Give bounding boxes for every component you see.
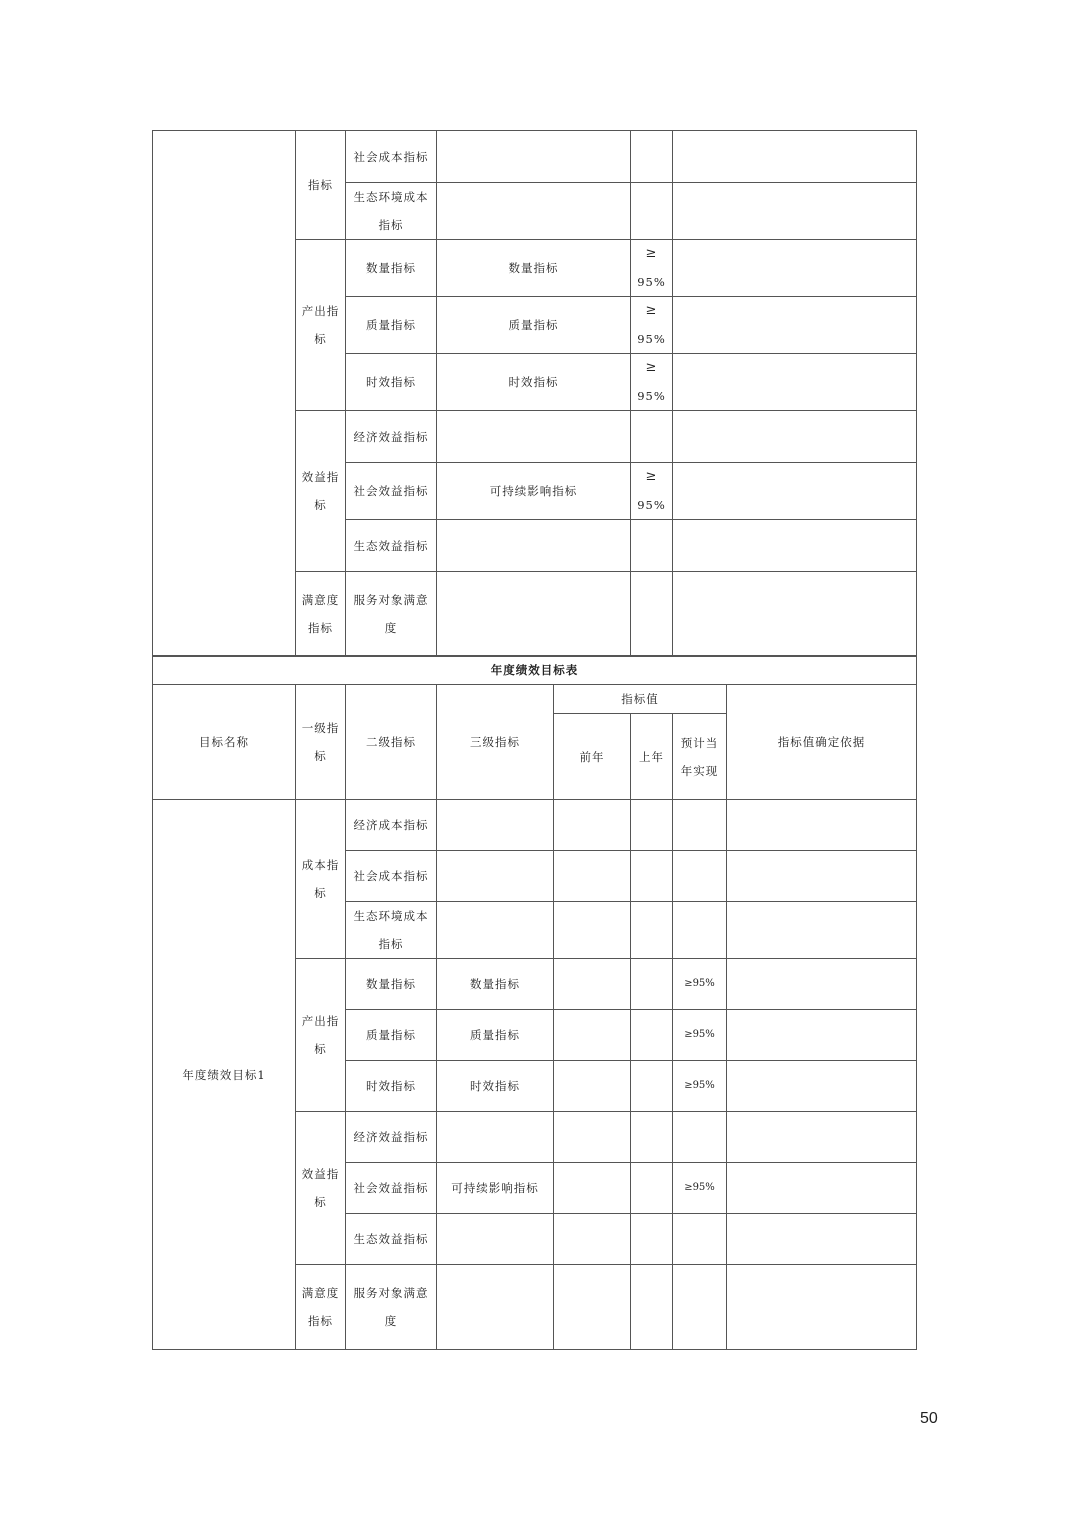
ge-symbol: ≥ [645, 303, 658, 318]
value-cell [631, 240, 673, 297]
level3-cell [437, 851, 554, 902]
annual-performance-table [152, 655, 917, 1350]
last-year-cell [631, 1112, 673, 1163]
expected-cell [673, 1265, 727, 1350]
basis-cell [673, 183, 917, 240]
prev-year-cell [554, 851, 631, 902]
level3-cell [437, 1214, 554, 1265]
last-year-cell [631, 959, 673, 1010]
expected-cell: ≥95% [673, 959, 727, 1010]
value-cell [631, 572, 673, 657]
ge-symbol: ≥ [645, 469, 658, 484]
prev-year-cell [554, 1214, 631, 1265]
basis-cell [727, 851, 917, 902]
page-number: 50 [920, 1410, 938, 1427]
basis-cell [727, 1061, 917, 1112]
level3-cell: 可持续影响指标 [437, 463, 631, 520]
goal-name-cell: 年度绩效目标1 [153, 800, 296, 1350]
pct-text: 95% [637, 332, 666, 346]
level2-cell: 经济效益指标 [346, 411, 437, 463]
header-indicator-value: 指标值 [554, 685, 727, 714]
level3-cell [437, 800, 554, 851]
level1-satisfaction-cell: 满意度指标 [296, 572, 346, 657]
expected-cell: ≥95% [673, 1061, 727, 1112]
level2-cell: 数量指标 [346, 240, 437, 297]
ge-symbol: ≥ [645, 360, 658, 375]
basis-cell [727, 1163, 917, 1214]
level1-output-cell: 产出指标 [296, 240, 346, 411]
ge-symbol: ≥ [645, 246, 658, 261]
level3-cell [437, 411, 631, 463]
last-year-cell [631, 851, 673, 902]
prev-year-cell [554, 1061, 631, 1112]
header-level1: 一级指标 [296, 685, 346, 800]
pct-text: 95% [637, 389, 666, 403]
level3-cell: 质量指标 [437, 1010, 554, 1061]
level3-cell: 数量指标 [437, 959, 554, 1010]
level3-cell: 可持续影响指标 [437, 1163, 554, 1214]
header-level3: 三级指标 [437, 685, 554, 800]
level1-cost-cell: 指标 [296, 131, 346, 240]
level2-cell: 生态效益指标 [346, 1214, 437, 1265]
level2-cell: 服务对象满意度 [346, 572, 437, 657]
basis-cell [673, 131, 917, 183]
value-cell [631, 411, 673, 463]
value-cell [631, 354, 673, 411]
level1-satisfaction-cell: 满意度指标 [296, 1265, 346, 1350]
header-prev-year: 前年 [554, 714, 631, 800]
header-level2: 二级指标 [346, 685, 437, 800]
basis-cell [727, 1214, 917, 1265]
level2-cell: 数量指标 [346, 959, 437, 1010]
level3-cell [437, 902, 554, 959]
level2-cell: 质量指标 [346, 1010, 437, 1061]
value-cell [631, 297, 673, 354]
header-last-year: 上年 [631, 714, 673, 800]
level1-output-cell: 产出指标 [296, 959, 346, 1112]
value-cell [631, 463, 673, 520]
level3-cell: 时效指标 [437, 1061, 554, 1112]
level1-benefit-cell: 效益指标 [296, 1112, 346, 1265]
basis-cell [673, 297, 917, 354]
basis-cell [673, 520, 917, 572]
basis-cell [673, 411, 917, 463]
last-year-cell [631, 1214, 673, 1265]
level1-cost-cell: 成本指标 [296, 800, 346, 959]
basis-cell [727, 1265, 917, 1350]
basis-cell [673, 463, 917, 520]
expected-cell [673, 1112, 727, 1163]
level3-cell [437, 520, 631, 572]
level2-cell: 社会效益指标 [346, 1163, 437, 1214]
level3-cell [437, 1112, 554, 1163]
level2-cell: 服务对象满意度 [346, 1265, 437, 1350]
level3-cell [437, 1265, 554, 1350]
level2-cell: 社会成本指标 [346, 851, 437, 902]
prev-year-cell [554, 1010, 631, 1061]
header-expected: 预计当年实现 [673, 714, 727, 800]
expected-cell [673, 851, 727, 902]
level2-cell: 经济效益指标 [346, 1112, 437, 1163]
level3-cell [437, 131, 631, 183]
basis-cell [673, 572, 917, 657]
prev-year-cell [554, 1112, 631, 1163]
basis-cell [727, 902, 917, 959]
level2-cell: 生态效益指标 [346, 520, 437, 572]
prev-year-cell [554, 800, 631, 851]
continued-indicator-table [152, 130, 917, 657]
level2-cell: 时效指标 [346, 354, 437, 411]
last-year-cell [631, 1265, 673, 1350]
level2-cell: 生态环境成本指标 [346, 902, 437, 959]
pct-text: 95% [637, 498, 666, 512]
last-year-cell [631, 800, 673, 851]
level1-benefit-cell: 效益指标 [296, 411, 346, 572]
value-cell [631, 183, 673, 240]
basis-cell [727, 800, 917, 851]
level3-cell: 质量指标 [437, 297, 631, 354]
expected-cell [673, 800, 727, 851]
level2-cell: 质量指标 [346, 297, 437, 354]
table-title: 年度绩效目标表 [153, 656, 917, 685]
prev-year-cell [554, 1265, 631, 1350]
header-basis: 指标值确定依据 [727, 685, 917, 800]
header-goal-name: 目标名称 [153, 685, 296, 800]
level3-cell: 时效指标 [437, 354, 631, 411]
level3-cell: 数量指标 [437, 240, 631, 297]
value-cell [631, 520, 673, 572]
level2-cell: 社会成本指标 [346, 131, 437, 183]
prev-year-cell [554, 902, 631, 959]
last-year-cell [631, 1010, 673, 1061]
prev-year-cell [554, 1163, 631, 1214]
basis-cell [727, 959, 917, 1010]
level2-cell: 社会效益指标 [346, 463, 437, 520]
basis-cell [673, 240, 917, 297]
prev-year-cell [554, 959, 631, 1010]
pct-text: 95% [637, 275, 666, 289]
level3-cell [437, 183, 631, 240]
expected-cell: ≥95% [673, 1163, 727, 1214]
expected-cell: ≥95% [673, 1010, 727, 1061]
basis-cell [727, 1112, 917, 1163]
expected-cell [673, 902, 727, 959]
level2-cell: 时效指标 [346, 1061, 437, 1112]
last-year-cell [631, 1163, 673, 1214]
last-year-cell [631, 1061, 673, 1112]
level2-cell: 经济成本指标 [346, 800, 437, 851]
level2-cell: 生态环境成本指标 [346, 183, 437, 240]
basis-cell [727, 1010, 917, 1061]
basis-cell [673, 354, 917, 411]
value-cell [631, 131, 673, 183]
level3-cell [437, 572, 631, 657]
expected-cell [673, 1214, 727, 1265]
goal-name-cell-empty [153, 131, 296, 657]
last-year-cell [631, 902, 673, 959]
